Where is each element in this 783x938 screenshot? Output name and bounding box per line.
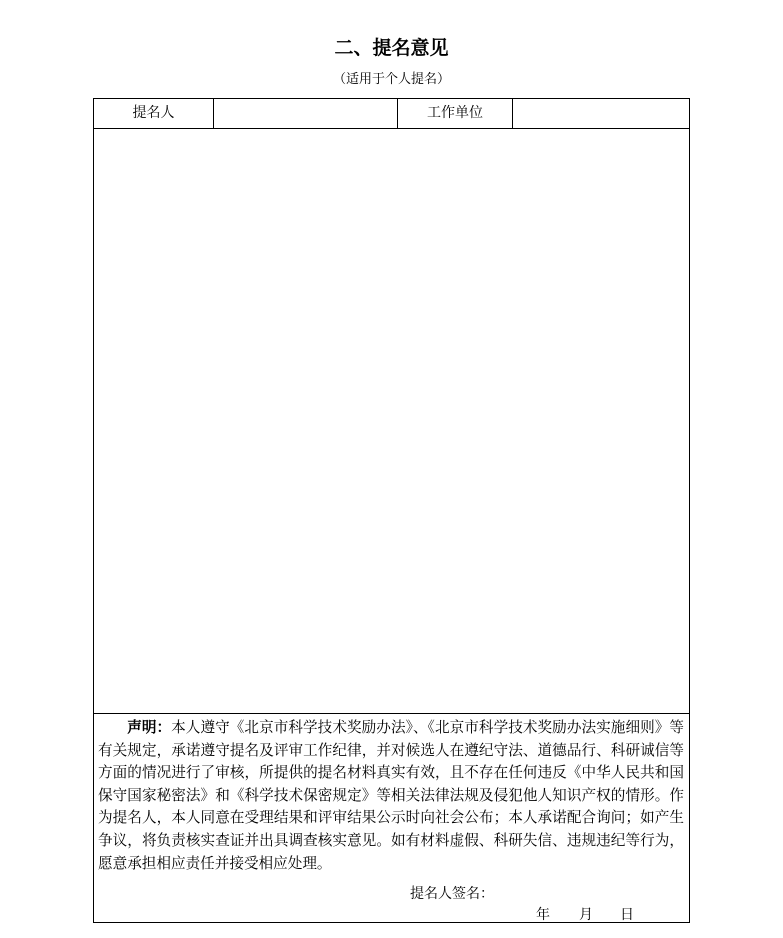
signature-label: 提名人签名：: [410, 886, 494, 902]
opinion-text-area[interactable]: [94, 130, 689, 713]
nomination-form-table: [93, 98, 690, 923]
date-year-label: 年: [536, 907, 550, 923]
nominator-label: 提名人: [132, 105, 175, 121]
page-subtitle: （适用于个人提名）: [332, 72, 450, 87]
workplace-label: 工作单位: [427, 105, 483, 121]
declaration-label: 声明：: [127, 719, 172, 736]
nominator-field[interactable]: [214, 99, 397, 128]
divider: [94, 713, 689, 714]
declaration-text: 本人遵守《北京市科学技术奖励办法》、《北京市科学技术奖励办法实施细则》等有关规定，承诺遵守提名及评审工作纪律，并对候选人在遵纪守法、道德品行、科研诚信等方面的情况进行了审核，所提供的提名材料真实有效，且不存在任何违反《中华人民共和国保守国家秘密法》和《科学技术保密规定》等相关法律法规及侵犯他人知识产权的情形。作为提名人，本人同意在受理结果和评审结果公示时向社会公布；本人承诺配合询问；如产生争议，将负责核实查证并出具调查核实意见。如有材料虚假、科研失信、违规违纪等行为，愿意承担相应责任并接受相应处理。: [98, 719, 684, 872]
declaration: [98, 717, 684, 875]
workplace-field[interactable]: [513, 99, 689, 128]
date-day-label: 日: [620, 907, 634, 923]
page-title: 二、提名意见: [334, 37, 449, 59]
date-month-label: 月: [579, 907, 593, 923]
header-row: [94, 99, 689, 129]
